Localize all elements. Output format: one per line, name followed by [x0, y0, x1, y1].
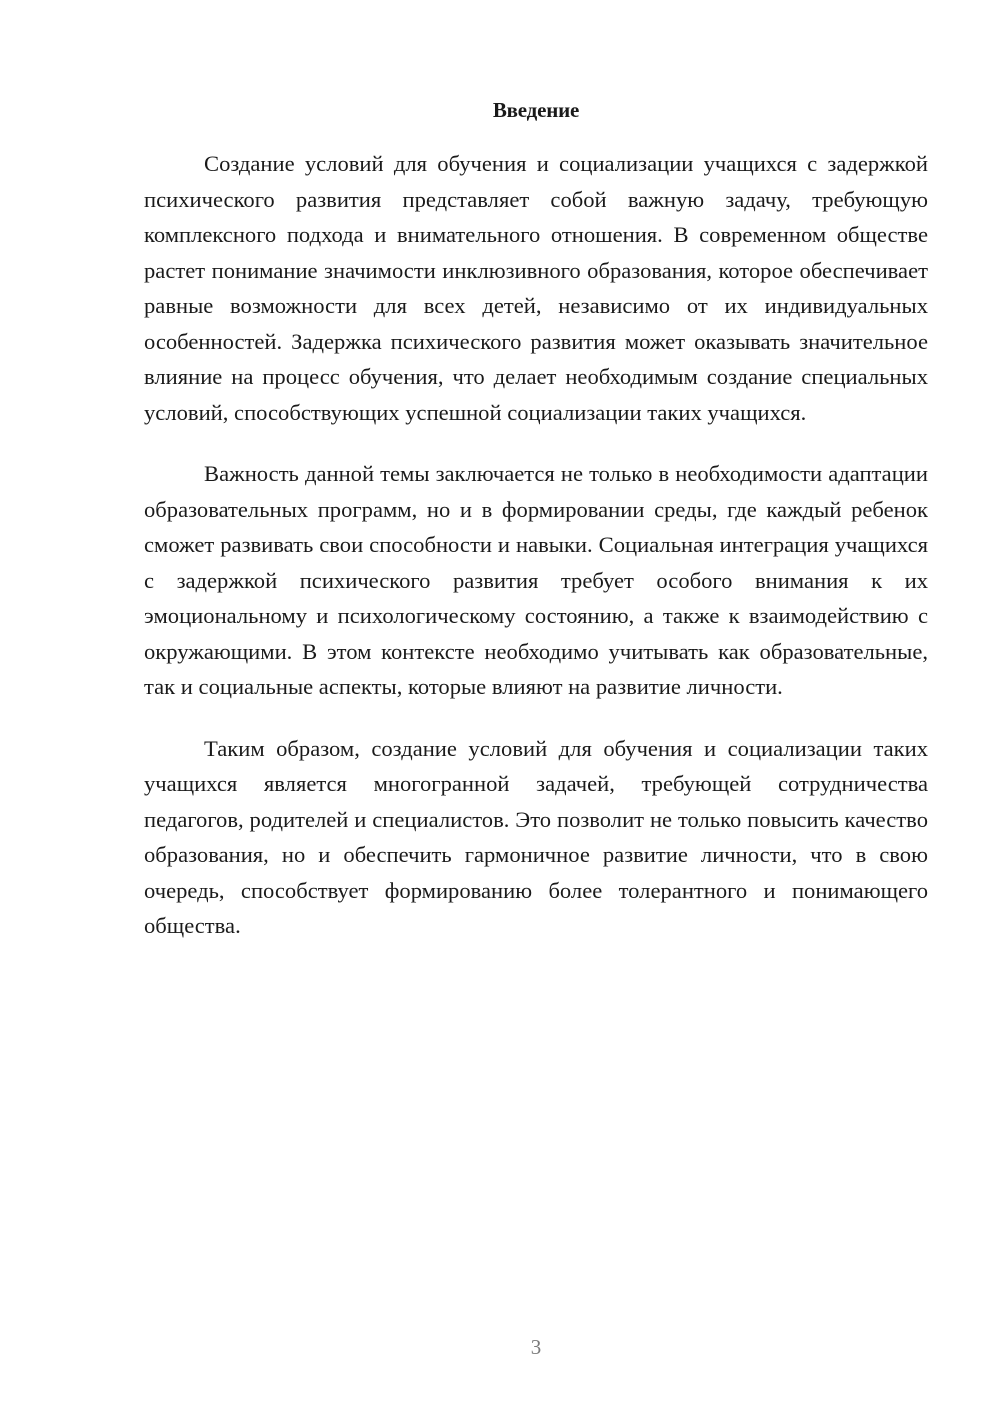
page-content [144, 92, 928, 970]
paragraph-3: Таким образом, создание условий для обучения и социализации таких учащихся является многогранной задачей, требующей сотрудничества педагогов, родителей и специалистов. Это позволит не только повысить качество образования, но и обеспечить гармоничное развитие личности, что в свою очередь, способствует формированию более толерантного и понимающего общества. [144, 735, 928, 938]
page-number: 3 [530, 1335, 542, 1359]
paragraph-2: Важность данной темы заключается не только в необходимости адаптации образовательных программ, но и в формировании среды, где каждый ребенок сможет развивать свои способности и навыки. Социальная интеграция учащихся с задержкой психического развития требует особого внимания к их эмоциональному и психологическому состоянию, а также к взаимодействию с окружающими. В этом контексте необходимо учитывать как образовательные, так и социальные аспекты, которые влияют на развитие личности. [144, 461, 928, 699]
paragraph-1: Создание условий для обучения и социализации учащихся с задержкой психического развития представляет собой важную задачу, требующую комплексного подхода и внимательного отношения. В современном обществе растет понимание значимости инклюзивного образования, которое обеспечивает равные возможности для всех детей, независимо от их индивидуальных особенностей. Задержка психического развития может оказывать значительное влияние на процесс обучения, что делает необходимым создание специальных условий, способствующих успешной социализации таких учащихся. [144, 151, 928, 425]
section-heading: Введение [492, 98, 580, 122]
